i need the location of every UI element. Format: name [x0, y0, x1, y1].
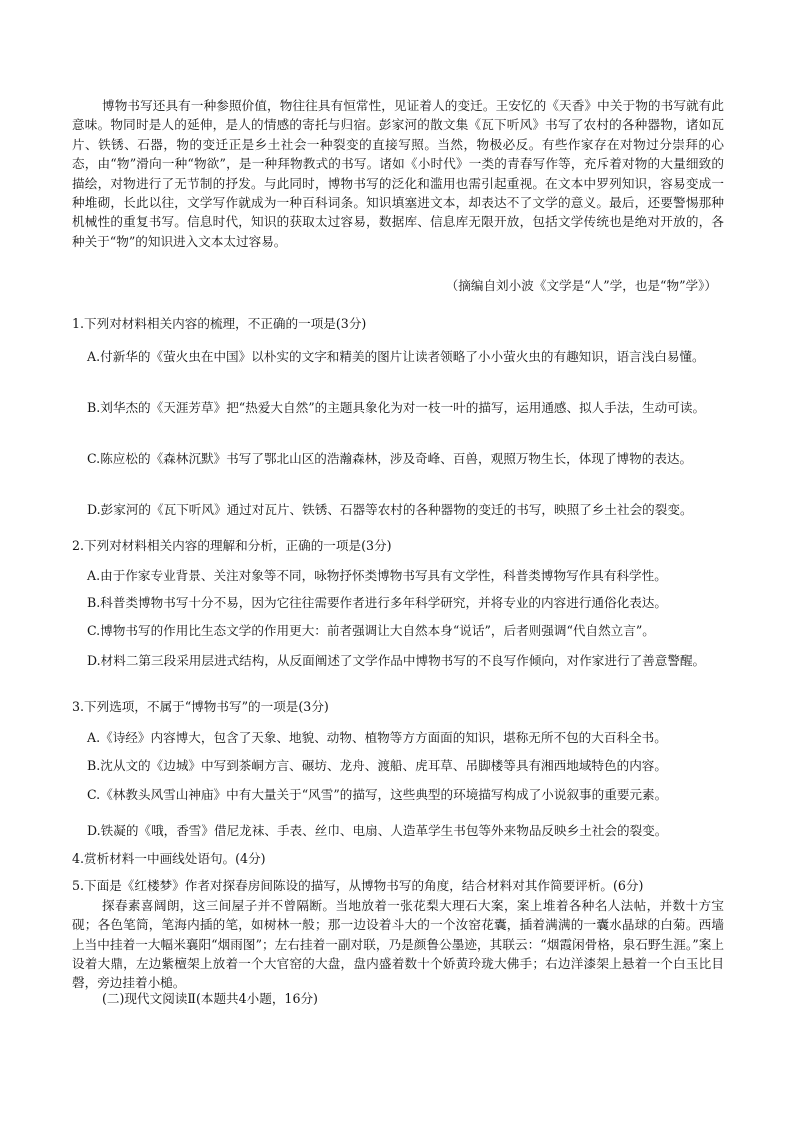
question-5-passage: 探春素喜阔朗，这三间屋子并不曾隔断。当地放着一张花梨大理石大案，案上堆着各种名人法帖，并数十方宝砚；各色笔筒，笔海内插的笔，如树林一般；那一边设着斗大的一个汝窑花囊，插着满满的一囊水晶球的白菊。西墙上当中挂着一大幅米襄阳“烟雨图”；左右挂着一副对联，乃是颜鲁公墨迹，其联云：“烟霞闲骨格，泉石野生涯。”案上设着大鼎，左边紫檀架上放着一个大官窑的大盘，盘内盛着数十个娇黄玲珑大佛手；右边洋漆架上悬着一个白玉比目磬，旁边挂着小槌。 [72, 898, 724, 991]
question-3-option-d: D.铁凝的《哦，香雪》借尼龙袜、手表、丝巾、电扇、人造革学生书包等外来物品反映乡土社会的裂变。 [87, 823, 668, 838]
section-heading: (二)现代文阅读Ⅱ(本题共4小题，16分) [102, 991, 318, 1006]
question-5-stem: 5.下面是《红楼梦》作者对探春房间陈设的描写，从博物书写的角度，结合材料对其作简要评析。(6分) [72, 878, 644, 893]
question-3-option-a: A.《诗经》内容博大，包含了天象、地貌、动物、植物等方方面面的知识，堪称无所不包的大百科全书。 [87, 730, 667, 745]
material-paragraph: 博物书写还具有一种参照价值，物往往具有恒常性，见证着人的变迁。王安忆的《天香》中关于物的书写就有此意味。物同时是人的延伸，是人的情感的寄托与归宿。彭家河的散文集《瓦下听风》书写了农村的各种器物，诸如瓦片、铁锈、石器，物的变迁正是乡土社会一种裂变的直接写照。当然，物极必反。有些作家存在对物过分崇拜的心态，由“物”滑向一种“物欲”，是一种拜物教式的书写。诸如《小时代》一类的青春写作等，充斥着对物的大量细致的描绘，对物进行了无节制的抒发。与此同时，博物书写的泛化和滥用也需引起重视。在文本中罗列知识，容易变成一种堆砌，长此以往，文学写作就成为一种百科词条。知识填塞进文本，却表达不了文学的意义。最后，还要警惕那种机械性的重复书写。信息时代，知识的获取太过容易，数据库、信息库无限开放，包括文学传统也是绝对开放的，各种关于“物”的知识进入文本太过容易。 [72, 98, 724, 249]
question-3-option-b: B.沈从文的《边城》中写到茶峒方言、碾坊、龙舟、渡船、虎耳草、吊脚楼等具有湘西地域特色的内容。 [87, 758, 667, 773]
question-1-option-c: C.陈应松的《森林沉默》书写了鄂北山区的浩瀚森林，涉及奇峰、百兽，观照万物生长，体现了博物的表达。 [87, 451, 693, 466]
question-2-option-d: D.材料二第三段采用层进式结构，从反面阐述了文学作品中博物书写的不良写作倾向，对作家进行了善意警醒。 [87, 653, 706, 668]
source-citation: （摘编自刘小波《文学是“人”学，也是“物”学》） [445, 278, 717, 293]
question-2-stem: 2.下列对材料相关内容的理解和分析，正确的一项是(3分) [72, 538, 392, 553]
question-2-option-b: B.科普类博物书写十分不易，因为它往往需要作者进行多年科学研究，并将专业的内容进行通俗化表达。 [87, 595, 667, 610]
question-3-option-c: C.《林教头风雪山神庙》中有大量关于“风雪”的描写，这些典型的环境描写构成了小说叙事的重要元素。 [87, 787, 668, 802]
question-3-stem: 3.下列选项，不属于“博物书写”的一项是(3分) [72, 699, 329, 714]
question-4-stem: 4.赏析材料一中画线处语句。(4分) [72, 851, 266, 866]
question-1-option-a: A.付新华的《萤火虫在中国》以朴实的文字和精美的图片让读者领略了小小萤火虫的有趣知识，语言浅白易懂。 [87, 349, 705, 364]
question-1-stem: 1.下列对材料相关内容的梳理，不正确的一项是(3分) [72, 316, 367, 331]
question-1-option-d: D.彭家河的《瓦下听风》通过对瓦片、铁锈、石器等农村的各种器物的变迁的书写，映照了乡土社会的裂变。 [87, 502, 693, 517]
question-2-option-a: A.由于作家专业背景、关注对象等不同，咏物抒怀类博物书写具有文学性，科普类博物写作具有科学性。 [87, 568, 667, 583]
question-1-option-b: B.刘华杰的《天涯芳草》把“热爱大自然”的主题具象化为对一枝一叶的描写，运用通感、拟人手法，生动可读。 [87, 400, 706, 415]
question-2-option-c: C.博物书写的作用比生态文学的作用更大：前者强调让大自然本身“说话”，后者则强调“代自然立言”。 [87, 623, 655, 638]
